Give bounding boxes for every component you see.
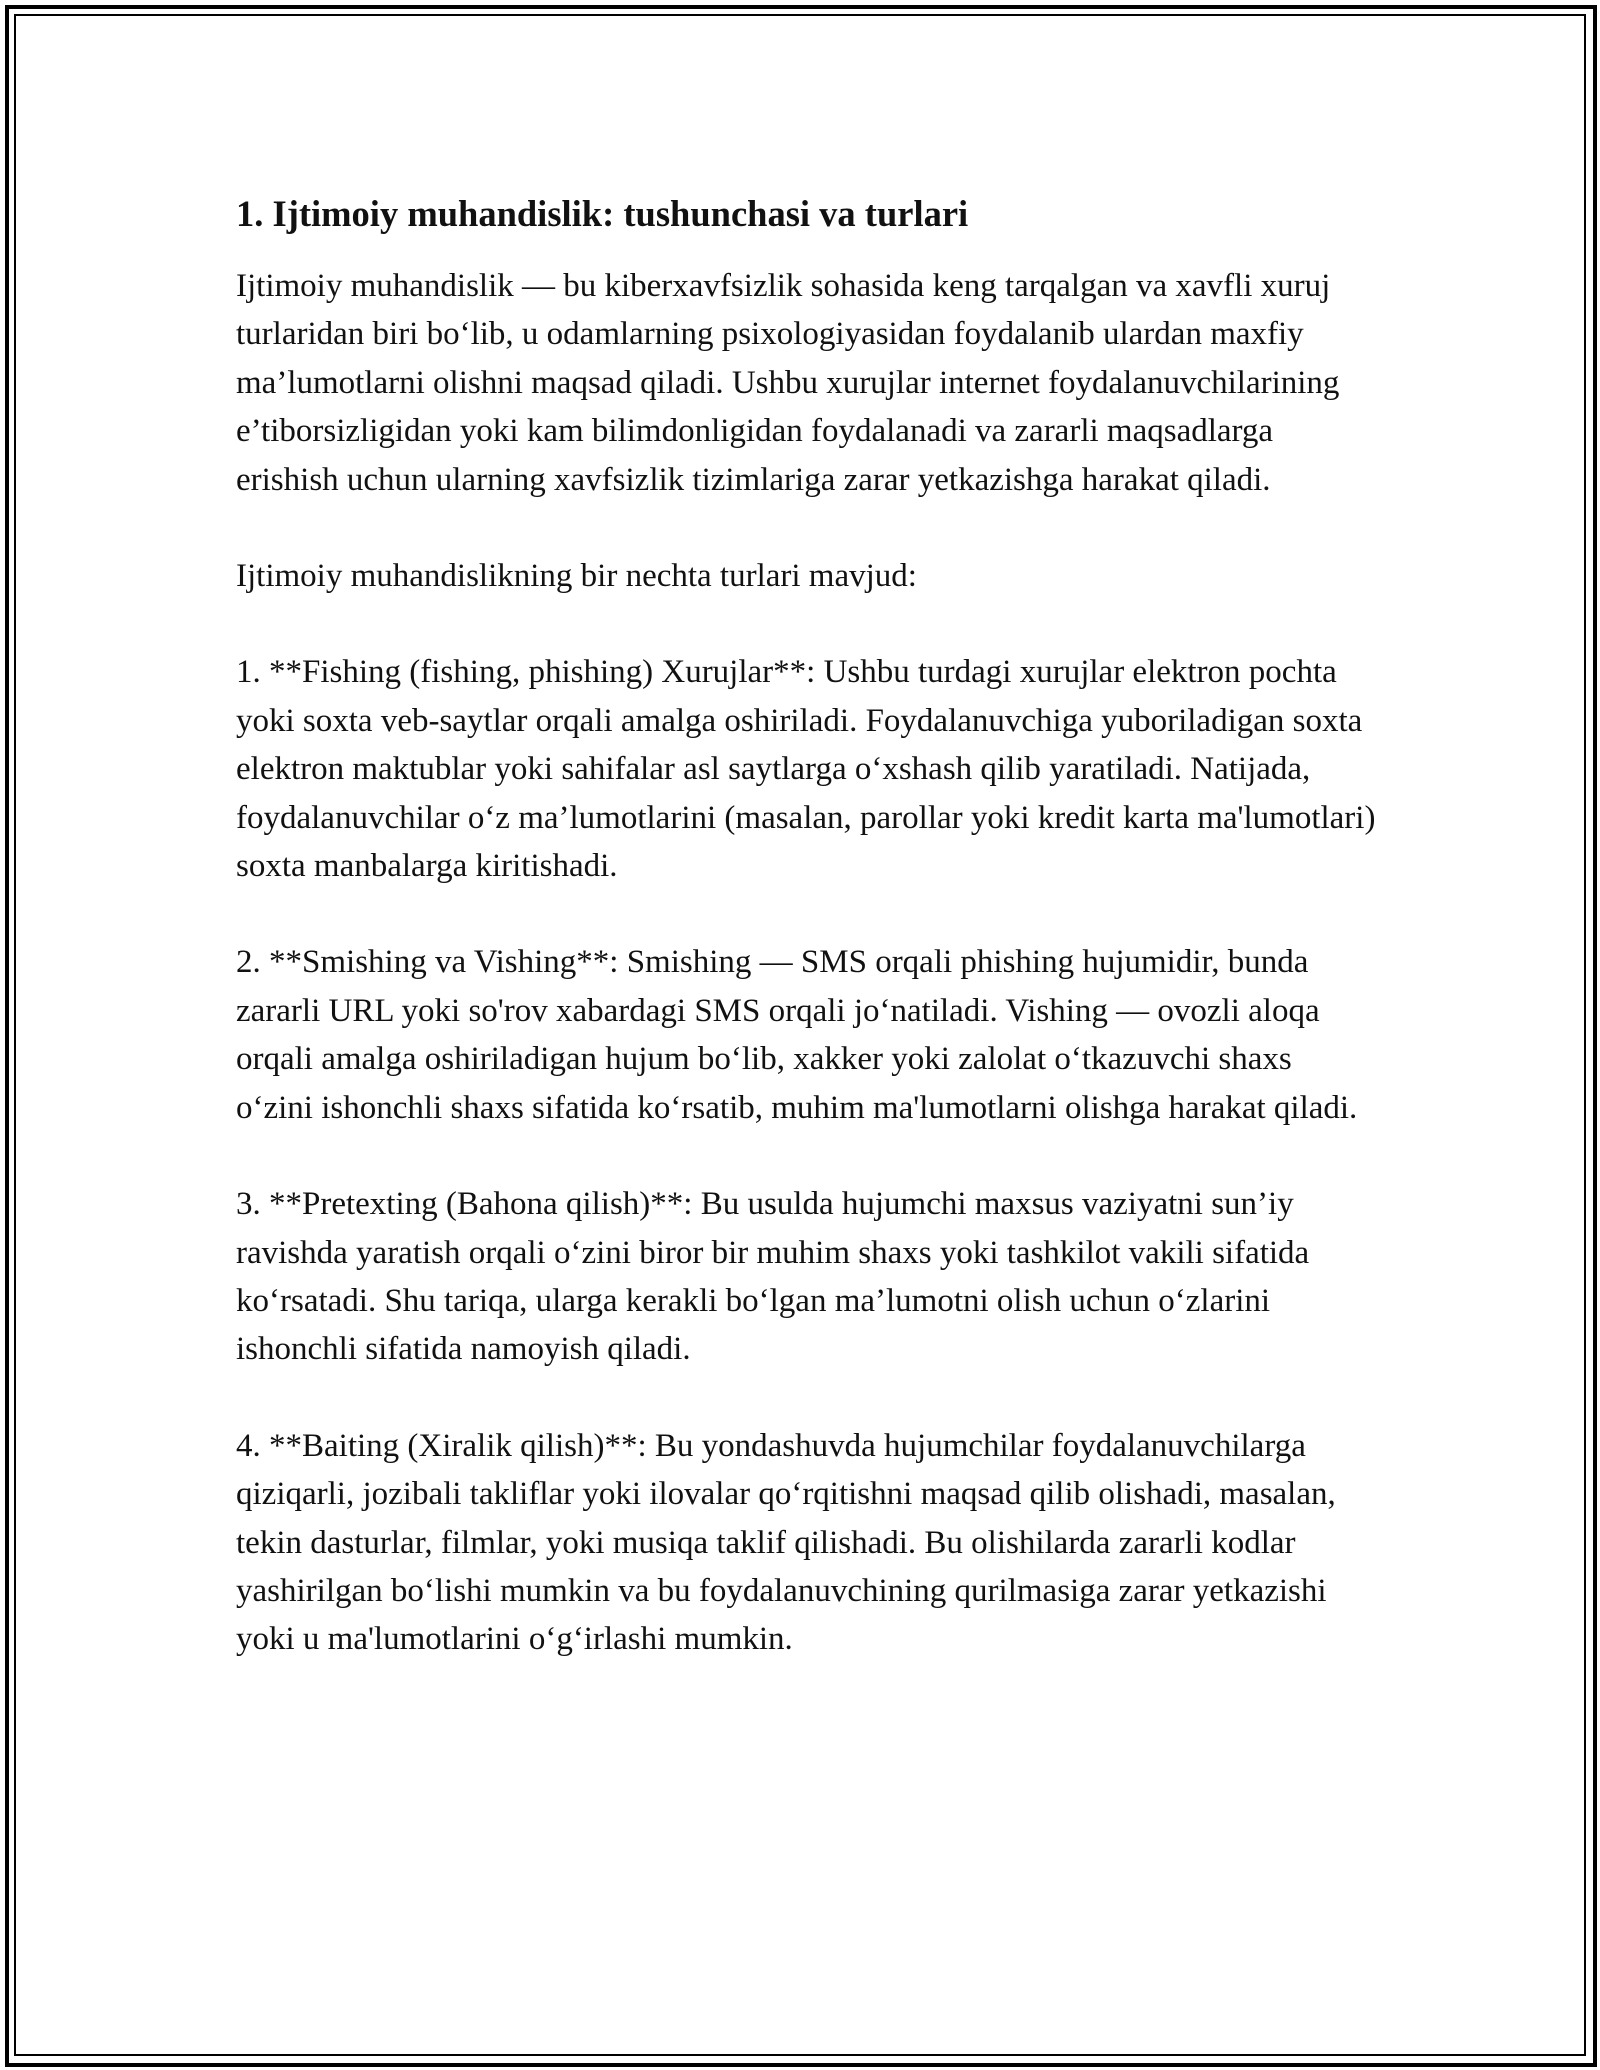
list-item-phishing: 1. **Fishing (fishing, phishing) Xurujlar**: Ushbu turdagi xurujlar elektron pochta yoki soxta veb-saytlar orqali amalga oshiriladi. Foydalanuvchiga yuboriladigan soxta elektron maktublar yoki sahifalar asl saytlarga o‘xshash qilib yaratiladi. Natijada, foydalanuvchilar o‘z ma’lumotlarini (masalan, parollar yoki kredit karta ma'lumotlari) soxta manbalarga kiritishadi.: [236, 654, 1376, 885]
list-item-baiting: 4. **Baiting (Xiralik qilish)**: Bu yondashuvda hujumchilar foydalanuvchilarga qiziqarli, jozibali takliflar yoki ilovalar qo‘rqitishni maqsad qilib olishadi, masalan, tekin dasturlar, filmlar, yoki musiqa taklif qilishadi. Bu olishilarda zararli kodlar yashirilgan bo‘lishi mumkin va bu foydalanuvchining qurilmasiga zarar yetkazishi yoki u ma'lumotlarini o‘g‘irlashi mumkin.: [236, 1427, 1336, 1658]
document-body: [236, 186, 1376, 1712]
list-item-pretexting: 3. **Pretexting (Bahona qilish)**: Bu usulda hujumchi maxsus vaziyatni sun’iy ravishda yaratish orqali o‘zini biror bir muhim shaxs yoki tashkilot vakili sifatida ko‘rsatadi. Shu tariqa, ularga kerakli bo‘lgan ma’lumotni olish uchun o‘zlarini ishonchli sifatida namoyish qiladi.: [236, 1186, 1310, 1368]
list-item-smishing-vishing: 2. **Smishing va Vishing**: Smishing — SMS orqali phishing hujumidir, bunda zararli URL yoki so'rov xabardagi SMS orqali jo‘natiladi. Vishing — ovozli aloqa orqali amalga oshiriladigan hujum bo‘lib, xakker yoki zalolat o‘tkazuvchi shaxs o‘zini ishonchli shaxs sifatida ko‘rsatib, muhim ma'lumotlarni olishga harakat qiladi.: [236, 944, 1358, 1126]
section-heading: 1. Ijtimoiy muhandislik: tushunchasi va turlari: [236, 193, 969, 234]
intro-paragraph: Ijtimoiy muhandislik — bu kiberxavfsizlik sohasida keng tarqalgan va xavfli xuruj turlaridan biri bo‘lib, u odamlarning psixologiyasidan foydalanib ulardan maxfiy ma’lumotlarni olishni maqsad qiladi. Ushbu xurujlar internet foydalanuvchilarining e’tiborsizligidan yoki kam bilimdonligidan foydalanadi va zararli maqsadlarga erishish uchun ularning xavfsizlik tizimlariga zarar yetkazishga harakat qiladi.: [236, 268, 1340, 498]
types-intro-paragraph: Ijtimoiy muhandislikning bir nechta turlari mavjud:: [236, 558, 917, 595]
